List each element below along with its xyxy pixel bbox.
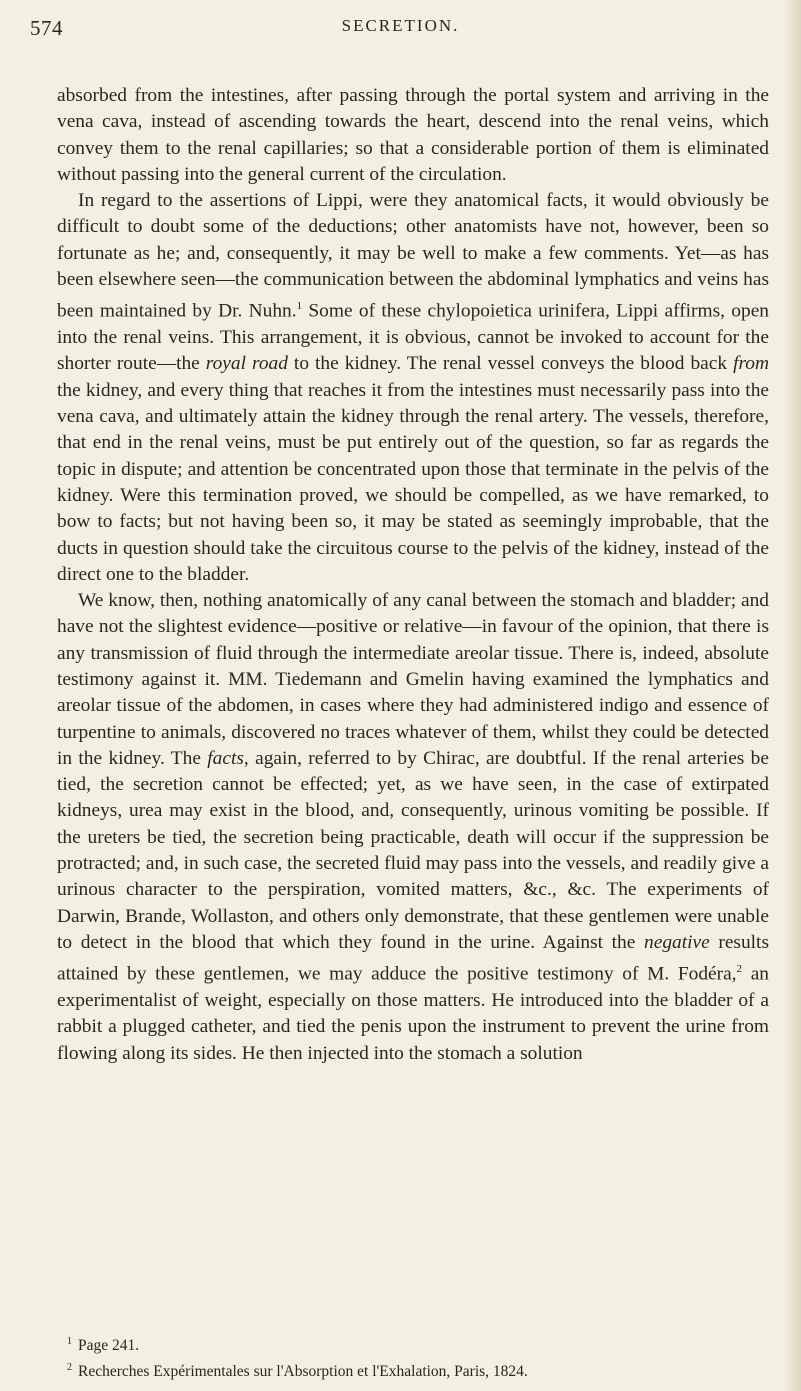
page-number: 574 <box>30 16 63 40</box>
text-run: results attained by these gentlemen, we may adduce the positive testimony of M. Fodéra, <box>57 931 769 985</box>
footnotes <box>57 1331 769 1383</box>
section-title: SECRETION. <box>341 16 460 35</box>
italic-text: royal road <box>205 353 288 375</box>
paragraph-1 <box>57 83 769 188</box>
body-text <box>57 83 769 1067</box>
running-head <box>30 12 771 44</box>
text-run: an experimentalist of weight, especially on those matters. He introduced into the bladder of a rabbit a plugged catheter, and tied the penis upon the instrument to prevent the urine from flowing along its sides. He then injected into the stomach a solution <box>57 963 769 1064</box>
text-run: absorbed from the intestines, after passing through the portal system and arriving in the vena cava, instead of ascending towards the heart, descend into the renal veins, which convey them to the renal capillaries; so that a considerable portion of them is eliminated without passing into the general current of the circulation. <box>57 85 769 185</box>
footnote-1 <box>57 1331 769 1357</box>
footnote-2 <box>57 1357 769 1383</box>
text-run: to the kidney. The renal vessel conveys the blood back <box>287 353 734 375</box>
footnote-text: Page 241. <box>78 1337 140 1355</box>
paragraph-3 <box>57 588 769 1067</box>
footnote-mark: 1 <box>67 1336 72 1347</box>
footnote-reference: 2 <box>736 963 743 976</box>
text-run: In regard to the assertions of Lippi, were they anatomical facts, it would obviously be difficult to doubt some of the deductions; other anatomists have not, however, been so fortunate as he; and, consequently, it may be well to make a few comments. Yet—as has been elsewhere seen—the communication between the abdominal lymphatics and veins has been maintained by Dr. Nuhn. <box>57 190 769 322</box>
paragraph-2 <box>57 188 769 588</box>
text-run: , again, referred to by Chirac, are doubtful. If the renal arteries be tied, the secretion cannot be effected; yet, as we have seen, in the case of extirpated kidneys, urea may exist in the blood, and, consequently, urinous vomiting be possible. If the ureters be tied, the secretion being practicable, death will occur if the suppression be protracted; and, in such case, the secreted fluid may pass into the vessels, and readily give a urinous character to the perspiration, vomited matters, &c., &c. The experiments of Darwin, Brande, Wollaston, and others only demonstrate, that these gentlemen were unable to detect in the blood that which they found in the urine. Against the <box>57 747 769 953</box>
italic-text: negative <box>644 931 710 953</box>
page-edge-shadow <box>783 0 801 1391</box>
text-run: the kidney, and every thing that reaches it from the intestines must necessarily pass into the vena cava, and ultimately attain the kidney through the renal artery. The vessels, therefore, that end in the renal veins, must be put entirely out of the question, so far as regards the topic in dispute; and attention be concentrated upon those that terminate in the pelvis of the kidney. Were this termination proved, we should be compelled, as we have remarked, to bow to facts; but not having been so, it may be stated as seemingly improbable, that the ducts in question should take the circuitous course to the pelvis of the kidney, instead of the direct one to the bladder. <box>57 379 769 585</box>
text-run: We know, then, nothing anatomically of any canal between the stomach and bladder; and have not the slightest evidence—positive or relative—in favour of the opinion, that there is any transmission of fluid through the intermediate areolar tissue. There is, indeed, absolute testimony against it. MM. Tiedemann and Gmelin having examined the lymphatics and areolar tissue of the abdomen, in cases where they had administered indigo and essence of turpentine to animals, discovered no traces whatever of them, whilst they could be detected in the kidney. The <box>57 590 769 769</box>
footnote-text: Recherches Expérimentales sur l'Absorption et l'Exhalation, Paris, 1824. <box>78 1363 528 1381</box>
italic-text: facts <box>207 747 244 769</box>
footnote-reference: 1 <box>296 300 303 313</box>
text-run: Some of these chylopoietica urinifera, Lippi affirms, open into the renal veins. This arrangement, it is obvious, cannot be invoked to account for the shorter route—the <box>57 300 769 375</box>
italic-text: from <box>733 353 769 375</box>
footnote-mark: 2 <box>67 1362 72 1374</box>
